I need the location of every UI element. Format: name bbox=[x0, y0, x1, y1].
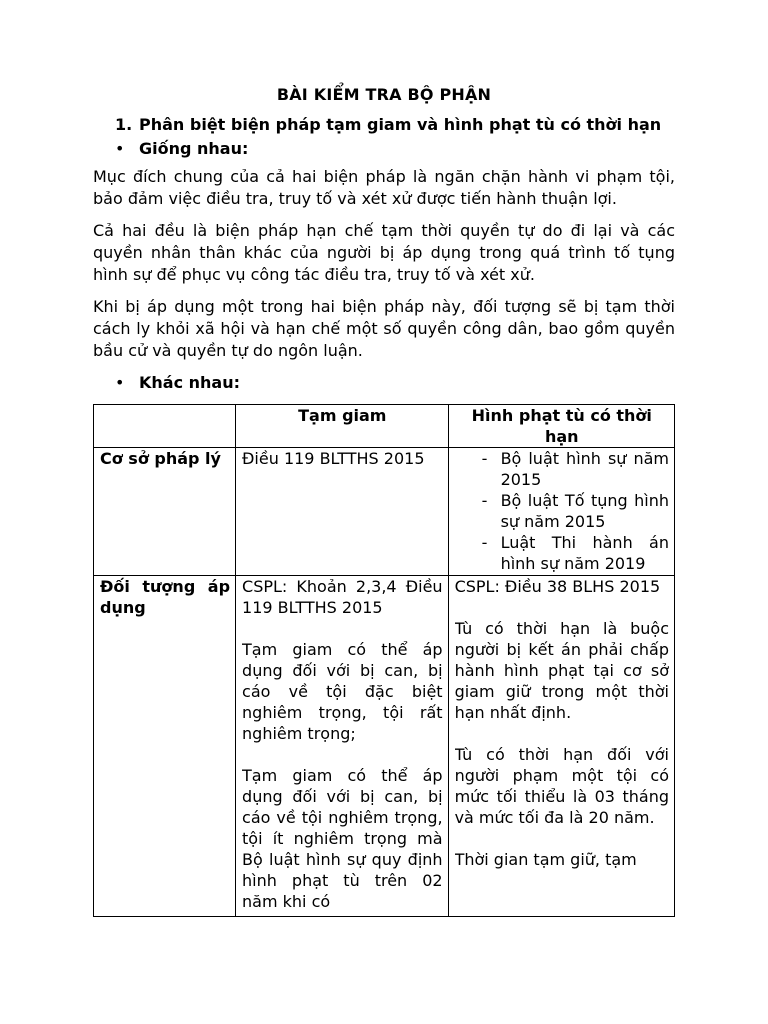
similar-paragraph-1: Mục đích chung của cả hai biện pháp là ngăn chặn hành vi phạm tội, bảo đảm việc điều tra, truy tố và xét xử được tiến hành thuận lợi. bbox=[93, 167, 675, 208]
table-row bbox=[94, 576, 675, 917]
list-item-text: Bộ luật hình sự năm 2015 bbox=[500, 449, 669, 489]
bullet-icon: • bbox=[115, 139, 125, 158]
list-item bbox=[455, 448, 669, 490]
cell-paragraph: Tạm giam có thể áp dụng đối với bị can, bị cáo về tội đặc biệt nghiêm trọng, tội rất nghiêm trọng; bbox=[242, 640, 443, 743]
row-label-subjects bbox=[94, 576, 236, 917]
section-number: 1. bbox=[115, 115, 133, 134]
section-heading-1 bbox=[93, 114, 675, 136]
table-header-imprisonment: Hình phạt tù có thời hạn bbox=[448, 405, 674, 448]
cell-paragraph: Tù có thời hạn là buộc người bị kết án phải chấp hành hình phạt tại cơ sở giam giữ trong một thời hạn nhất định. bbox=[454, 619, 669, 722]
list-item-text: Bộ luật Tố tụng hình sự năm 2015 bbox=[500, 491, 669, 531]
similar-paragraph-3: Khi bị áp dụng một trong hai biện pháp này, đối tượng sẽ bị tạm thời cách ly khỏi xã hội và hạn chế một số quyền công dân, bao gồm quyền bầu cử và quyền tự do ngôn luận. bbox=[93, 297, 675, 360]
list-item bbox=[455, 532, 669, 574]
row-label-legal-basis: Cơ sở pháp lý bbox=[94, 448, 236, 576]
cell-paragraph: Tạm giam có thể áp dụng đối với bị can, bị cáo về tội nghiêm trọng, tội ít nghiêm trọng mà Bộ luật hình sự quy định hình phạt tù trên 02 năm khi có bbox=[242, 766, 443, 911]
cell-imprisonment-legal-basis bbox=[448, 448, 674, 576]
dash-marker: - bbox=[481, 491, 488, 510]
list-item bbox=[455, 490, 669, 532]
document-page bbox=[93, 84, 675, 917]
bullet-icon: • bbox=[115, 373, 125, 392]
cell-detention-subjects bbox=[236, 576, 449, 917]
different-heading bbox=[93, 372, 675, 394]
similar-paragraph-2: Cả hai đều là biện pháp hạn chế tạm thời quyền tự do đi lại và các quyền nhân thân khác của người bị áp dụng trong quá trình tố tụng hình sự để phục vụ công tác điều tra, truy tố và xét xử. bbox=[93, 221, 675, 284]
similar-heading bbox=[93, 138, 675, 160]
table-header-row bbox=[94, 405, 675, 448]
list-item-text: Luật Thi hành án hình sự năm 2019 bbox=[500, 533, 669, 573]
comparison-table bbox=[93, 404, 675, 917]
cell-paragraph: Tù có thời hạn đối với người phạm một tội có mức tối thiểu là 03 tháng và mức tối đa là 20 năm. bbox=[454, 745, 669, 827]
table-header-detention: Tạm giam bbox=[236, 405, 449, 448]
row-label-text: Đối tượng áp dụng bbox=[100, 577, 231, 617]
cell-paragraph: CSPL: Khoản 2,3,4 Điều 119 BLTTHS 2015 bbox=[242, 577, 443, 617]
cell-detention-legal-basis: Điều 119 BLTTHS 2015 bbox=[236, 448, 449, 576]
document-title: BÀI KIỂM TRA BỘ PHẬN bbox=[276, 85, 492, 104]
table-row bbox=[94, 448, 675, 576]
dash-marker: - bbox=[481, 533, 488, 552]
different-label: Khác nhau: bbox=[139, 373, 241, 392]
cell-imprisonment-subjects bbox=[448, 576, 674, 917]
similar-label: Giống nhau: bbox=[139, 139, 249, 158]
cell-paragraph: Thời gian tạm giữ, tạm bbox=[454, 850, 637, 869]
cell-paragraph: CSPL: Điều 38 BLHS 2015 bbox=[454, 577, 661, 596]
table-header-empty bbox=[94, 405, 236, 448]
dash-marker: - bbox=[481, 449, 488, 468]
section-heading-text: Phân biệt biện pháp tạm giam và hình phạt tù có thời hạn bbox=[139, 115, 662, 134]
legal-basis-list bbox=[455, 448, 669, 574]
